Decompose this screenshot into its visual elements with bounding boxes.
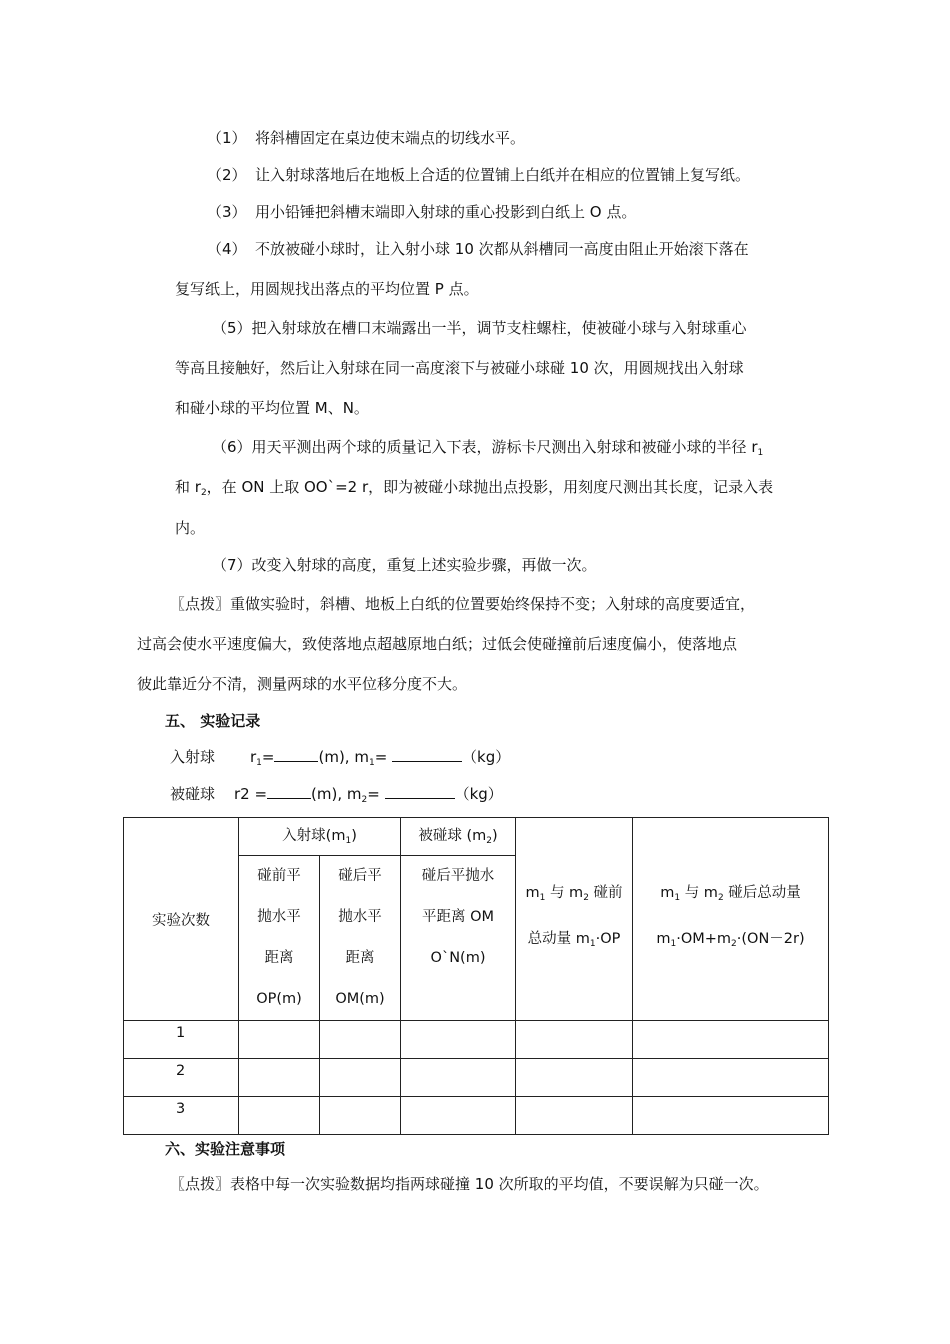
header-momentum-after <box>633 818 829 1021</box>
subscript: 2 <box>486 836 492 846</box>
step-text: 将斜槽固定在桌边使末端点的切线水平。 <box>255 129 526 147</box>
header-text: 碰前平 <box>257 868 301 884</box>
header-op <box>239 856 320 1021</box>
step-3 <box>207 202 636 222</box>
step-1 <box>207 128 525 148</box>
radius-symbol: r2 = <box>234 785 268 803</box>
header-text: OP(m) <box>256 991 302 1007</box>
record-table <box>123 817 829 1135</box>
equals: = <box>367 785 385 803</box>
table-row <box>124 1021 829 1059</box>
header-target-ball <box>401 818 516 856</box>
header-text: 平距离 OM <box>421 909 495 925</box>
radius-1-blank[interactable] <box>274 746 318 762</box>
header-text: ) <box>491 828 498 844</box>
table-cell[interactable] <box>516 1097 633 1135</box>
unit: （kg） <box>454 785 503 803</box>
table-cell[interactable] <box>239 1097 320 1135</box>
table-cell[interactable] <box>516 1059 633 1097</box>
table-cell[interactable] <box>633 1059 829 1097</box>
header-text: 距离 <box>264 950 294 966</box>
header-om <box>320 856 401 1021</box>
header-text: O`N(m) <box>430 950 486 966</box>
ball-2-record <box>170 783 503 810</box>
table-cell[interactable] <box>401 1097 516 1135</box>
subscript: 1 <box>345 836 352 846</box>
step-6-line-2 <box>175 477 773 503</box>
table-cell[interactable] <box>516 1021 633 1059</box>
header-text: m <box>656 931 671 947</box>
table-cell[interactable] <box>401 1059 516 1097</box>
ball-2-label: 被碰球 <box>170 785 216 803</box>
header-text: 与 m <box>545 885 584 901</box>
header-momentum-before <box>516 818 633 1021</box>
table-cell[interactable] <box>239 1059 320 1097</box>
tip-1-line-1: 〖点拨〗重做实验时，斜槽、地板上白纸的位置要始终保持不变；入射球的高度要适宜， <box>170 595 756 613</box>
subscript: 2 <box>361 795 368 805</box>
header-text: 总动量 m <box>527 931 590 947</box>
table-cell[interactable] <box>320 1021 401 1059</box>
header-text: 与 m <box>680 885 718 901</box>
row-number: 3 <box>124 1097 239 1135</box>
header-text: ·OM+m <box>676 931 732 947</box>
unit: (m), m <box>311 785 362 803</box>
tip-1-line-2: 过高会使水平速度偏大，致使落地点超越原地白纸；过低会使碰撞前后速度偏小，使落地点 <box>137 635 738 653</box>
header-text: 抛水平 <box>257 909 301 925</box>
step-7: （7）改变入射球的高度，重复上述实验步骤，再做一次。 <box>212 556 597 574</box>
header-text: 被碰球 (m <box>418 828 487 844</box>
header-incident-ball <box>239 818 401 856</box>
step-2 <box>207 165 750 185</box>
step-text: （6）用天平测出两个球的质量记入下表，游标卡尺测出入射球和被碰小球的半径 r <box>212 438 758 456</box>
subscript: 1 <box>368 758 375 768</box>
tip-1-line-3: 彼此靠近分不清，测量两球的水平位移分度不大。 <box>137 675 468 693</box>
subscript: 2 <box>200 488 207 498</box>
unit: （kg） <box>462 748 511 766</box>
section-5-heading: 五、 实验记录 <box>165 712 261 730</box>
header-text: m <box>525 885 540 901</box>
row-number: 1 <box>124 1021 239 1059</box>
table-cell[interactable] <box>633 1097 829 1135</box>
header-text: 距离 <box>345 950 375 966</box>
subscript: 2 <box>717 893 724 903</box>
header-text: ·(ON－2r) <box>736 931 805 947</box>
table-row <box>124 1059 829 1097</box>
step-number: （4） <box>207 240 247 258</box>
subscript: 1 <box>670 939 677 949</box>
step-4-line-2: 复写纸上，用圆规找出落点的平均位置 P 点。 <box>175 280 479 298</box>
header-text: ·OP <box>595 931 621 947</box>
subscript: 1 <box>256 758 262 768</box>
table-row <box>124 1097 829 1135</box>
header-text: m <box>660 885 675 901</box>
subscript: 2 <box>731 939 737 949</box>
step-4-line-1 <box>207 239 749 259</box>
subscript: 1 <box>539 893 546 903</box>
header-text: 碰后总动量 <box>723 885 801 901</box>
step-number: （1） <box>207 129 247 147</box>
subscript: 2 <box>583 893 589 903</box>
subscript: 1 <box>757 448 764 458</box>
header-text: ) <box>351 828 357 844</box>
step-text: 用小铅锤把斜槽末端即入射球的重心投影到白纸上 O 点。 <box>255 203 637 221</box>
mass-2-blank[interactable] <box>385 783 455 799</box>
subscript: 1 <box>674 893 681 903</box>
step-text: 不放被碰小球时，让入射小球 10 次都从斜槽同一高度由阻止开始滚下落在 <box>255 240 749 258</box>
header-text: 入射球(m <box>282 828 346 844</box>
mass-1-blank[interactable] <box>392 746 462 762</box>
header-text: 碰前 <box>588 885 623 901</box>
unit: (m), m <box>318 748 369 766</box>
step-text: 和 r <box>175 478 201 496</box>
row-number: 2 <box>124 1059 239 1097</box>
step-6-line-3: 内。 <box>175 519 206 537</box>
header-trials: 实验次数 <box>124 818 239 1021</box>
step-6-line-1 <box>212 437 763 463</box>
table-cell[interactable] <box>320 1059 401 1097</box>
header-text: 抛水平 <box>338 909 382 925</box>
tip-2: 〖点拨〗表格中每一次实验数据均指两球碰撞 10 次所取的平均值，不要误解为只碰一次。 <box>170 1175 769 1193</box>
header-on <box>401 856 516 1021</box>
header-text: OM(m) <box>335 991 385 1007</box>
step-text: ，在 ON 上取 OO`=2 r，即为被碰小球抛出点投影，用刻度尺测出其长度，记录入表 <box>206 478 774 496</box>
header-text: 碰后平 <box>338 868 382 884</box>
step-number: （3） <box>207 203 247 221</box>
radius-symbol: r <box>250 748 257 766</box>
table-cell[interactable] <box>239 1021 320 1059</box>
radius-2-blank[interactable] <box>267 783 311 799</box>
table-cell[interactable] <box>633 1021 829 1059</box>
ball-1-label: 入射球 <box>170 748 216 766</box>
section-6-heading: 六、实验注意事项 <box>165 1140 286 1158</box>
step-5-line-3: 和碰小球的平均位置 M、N。 <box>175 399 369 417</box>
step-5-line-1: （5）把入射球放在槽口末端露出一半，调节支柱螺柱，使被碰小球与入射球重心 <box>212 319 747 337</box>
header-text: 碰后平抛水 <box>421 868 495 884</box>
table-cell[interactable] <box>320 1097 401 1135</box>
step-number: （2） <box>207 166 247 184</box>
step-text: 让入射球落地后在地板上合适的位置铺上白纸并在相应的位置铺上复写纸。 <box>255 166 751 184</box>
subscript: 1 <box>589 939 596 949</box>
ball-1-record <box>170 746 510 773</box>
equals: = <box>261 748 275 766</box>
table-cell[interactable] <box>401 1021 516 1059</box>
step-5-line-2: 等高且接触好，然后让入射球在同一高度滚下与被碰小球碰 10 次，用圆规找出入射球 <box>175 359 744 377</box>
equals: = <box>374 748 393 766</box>
